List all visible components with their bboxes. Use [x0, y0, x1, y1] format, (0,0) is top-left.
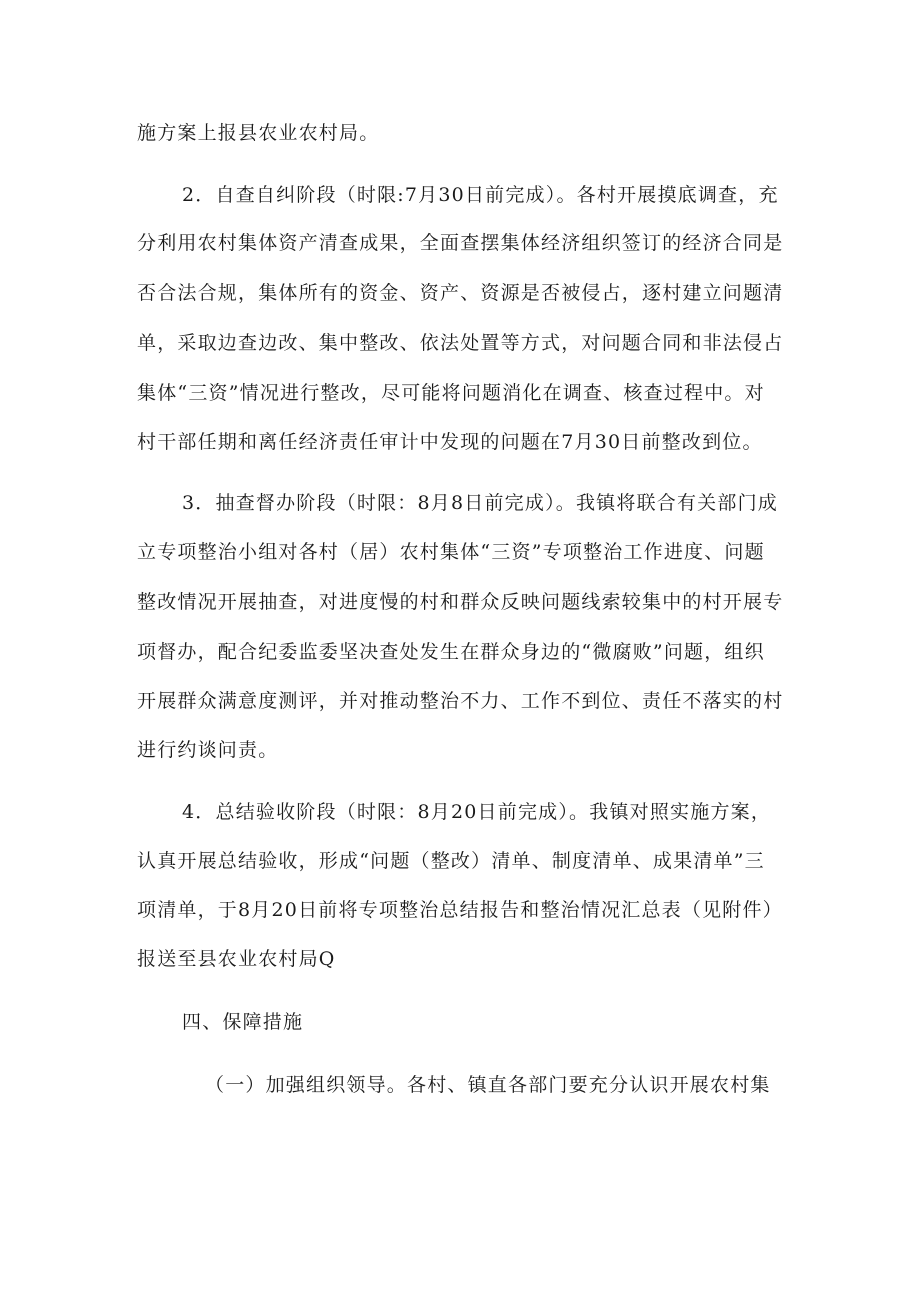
text-line: 单，采取边查边改、集中整改、依法处置等方式，对问题合同和非法侵占 — [137, 332, 784, 354]
text-line: 开展群众满意度测评，并对推动整治不力、工作不到位、责任不落实的村 — [137, 690, 784, 712]
text-line: 3．抽查督办阶段（时限：8月8日前完成）。我镇将联合有关部门成 — [182, 492, 778, 514]
text-line: 认真开展总结验收，形成“问题（整改）清单、制度清单、成果清单”三 — [137, 850, 765, 872]
text-line: 4．总结验收阶段（时限：8月20日前完成）。我镇对照实施方案， — [182, 801, 772, 823]
text-line: 村干部任期和离任经济责任审计中发现的问题在7月30日前整改到位。 — [137, 431, 763, 453]
text-line: 整改情况开展抽查，对进度慢的村和群众反映问题线索较集中的村开展专 — [137, 591, 784, 613]
text-line: 立专项整治小组对各村（居）农村集体“三资”专项整治工作进度、问题 — [137, 541, 765, 563]
text-line: （一）加强组织领导。各村、镇直各部门要充分认识开展农村集 — [205, 1074, 771, 1096]
text-line: 2．自查自纠阶段（时限:7月30日前完成）。各村开展摸底调查，充 — [182, 184, 779, 206]
text-line: 项督办，配合纪委监委坚决查处发生在群众身边的“微腐败”问题，组织 — [137, 641, 765, 663]
text-line: 施方案上报县农业农村局。 — [137, 122, 380, 144]
text-line: 集体“三资”情况进行整改，尽可能将问题消化在调查、核查过程中。对 — [137, 382, 765, 404]
text-line: 报送至县农业农村局Q — [137, 948, 336, 970]
text-line: 进行约谈问责。 — [137, 739, 279, 761]
text-line: 项清单，于8月20日前将专项整治总结报告和整治情况汇总表（见附件） — [137, 899, 783, 921]
text-line: 否合法合规，集体所有的资金、资产、资源是否被侵占，逐村建立问题清 — [137, 282, 784, 304]
section-heading: 四、保障措施 — [182, 1011, 304, 1033]
text-line: 分利用农村集体资产清查成果，全面查摆集体经济组织签订的经济合同是 — [137, 232, 784, 254]
